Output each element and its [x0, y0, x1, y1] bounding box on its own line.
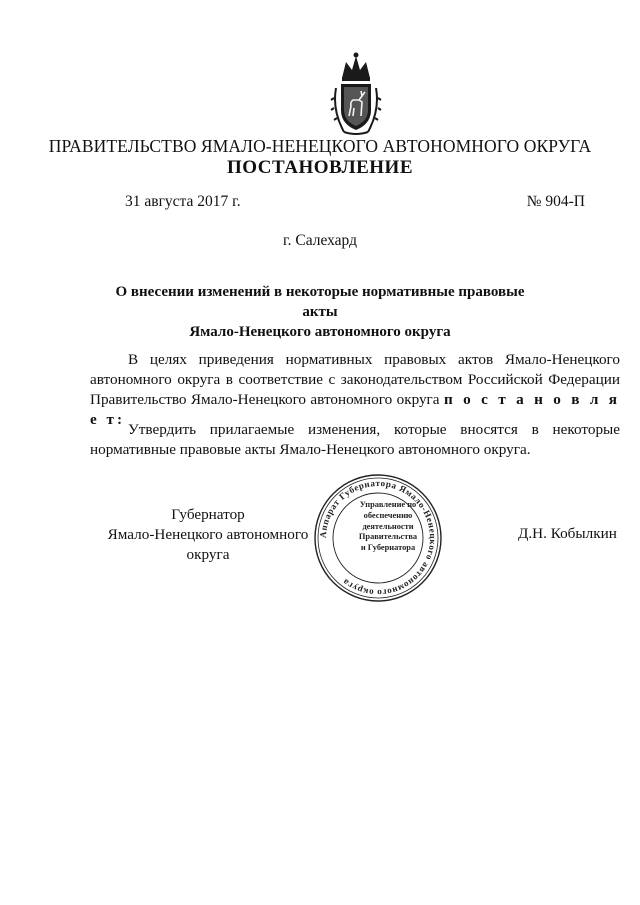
paragraph-1-text: В целях приведения нормативных правовых актов Ямало-Ненецкого автономного округа в соответствие с законодательством Российской Федерации Правительство Ямало-Ненецкого автономного округа: [90, 351, 620, 408]
subject-line-2: Ямало-Ненецкого автономного округа: [189, 324, 451, 340]
document-city: г. Салехард: [283, 232, 357, 249]
document-date: 31 августа 2017 г.: [125, 193, 241, 210]
seal-inner-line-5: и Губернатора: [360, 543, 416, 553]
government-name-heading: ПРАВИТЕЛЬСТВО ЯМАЛО-НЕНЕЦКОГО АВТОНОМНОГО ОКРУГА: [48, 136, 592, 156]
resolves-word: п о с т а н о в л я е т:: [90, 391, 620, 428]
seal-inner-line-3: деятельности: [362, 521, 414, 531]
document-subject: [100, 282, 540, 342]
body-paragraph-1: [90, 350, 620, 430]
signatory-title-line-1: Губернатор: [171, 506, 245, 523]
seal-ring-text: Аппарат Губернатора Ямало-Ненецкого автономного округа: [317, 477, 439, 599]
signatory-title: [88, 505, 328, 565]
coat-of-arms-emblem: [328, 50, 384, 138]
signatory-name: Д.Н. Кобылкин: [518, 525, 617, 542]
seal-inner-line-1: Управление по: [359, 500, 417, 509]
seal-inner-line-2: обеспечению: [363, 510, 413, 520]
body-paragraph-2: Утвердить прилагаемые изменения, которые вносятся в некоторые нормативные правовые акты Ямало-Ненецкого автономного округа.: [90, 421, 620, 458]
signatory-title-line-2: Ямало-Ненецкого автономного округа: [107, 526, 309, 563]
seal-inner-line-4: Правительства: [358, 532, 418, 542]
seal-inner-text: [349, 500, 427, 554]
document-number: № 904-П: [526, 193, 585, 210]
subject-line-1: О внесении изменений в некоторые нормативные правовые акты: [115, 284, 525, 320]
document-type-heading: ПОСТАНОВЛЕНИЕ: [226, 157, 414, 178]
